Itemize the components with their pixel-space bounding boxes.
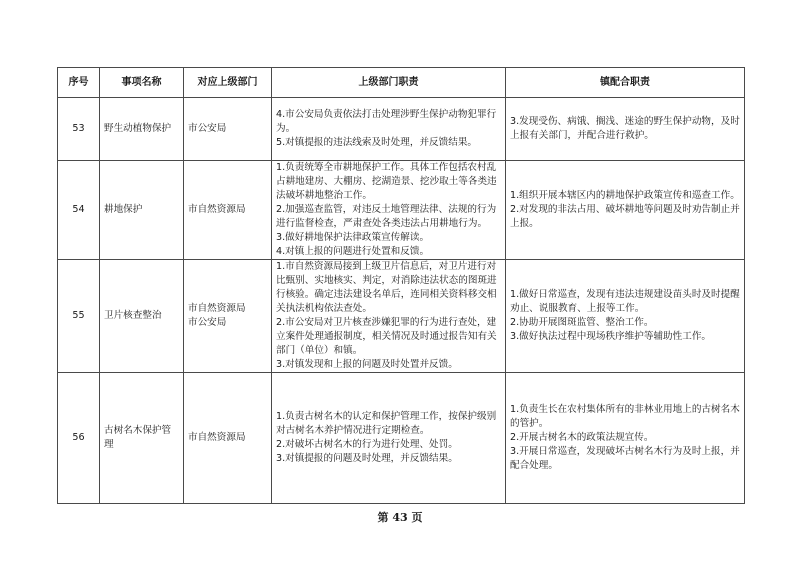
row-number: 55	[58, 260, 100, 373]
duty-line: 1.负责生长在农村集体所有的非林业用地上的古树名木的管护。	[510, 404, 740, 429]
duty-line: 3.开展日常巡查，发现破坏古树名木行为及时上报，并配合处理。	[510, 446, 740, 471]
duty-line: 1.负责古树名木的认定和保护管理工作，按保护级别对古树名木养护情况进行定期检查。	[276, 411, 497, 436]
upper-dept	[184, 161, 272, 260]
town-duty	[506, 260, 745, 373]
item-name: 古树名木保护管理	[100, 373, 184, 504]
duty-line: 4.对镇上报的问题进行处置和反馈。	[276, 246, 430, 257]
upper-dept	[184, 260, 272, 373]
header-item-name: 事项名称	[100, 68, 184, 98]
upper-dept	[184, 98, 272, 161]
duty-line: 3.发现受伤、病饿、搁浅、迷途的野生保护动物，及时上报有关部门，并配合进行救护。	[510, 116, 740, 141]
duty-line: 1.做好日常巡查，发现有违法违规建设苗头时及时提醒劝止、说服教育、上报等工作。	[510, 289, 740, 314]
duty-line: 2.市公安局对卫片核查涉嫌犯罪的行为进行查处，建立案件处理通报制度，相关情况及时通过报告知有关部门（单位）和镇。	[276, 317, 497, 356]
page-number: 第 43 页	[377, 511, 423, 524]
row-number: 56	[58, 373, 100, 504]
table-row	[58, 98, 745, 161]
duty-line: 3.对镇提报的问题及时处理，并反馈结果。	[276, 453, 458, 464]
dept-line: 市自然资源局	[188, 432, 246, 443]
row-number: 54	[58, 161, 100, 260]
duty-line: 1.市自然资源局接到上级卫片信息后，对卫片进行对比甄别、实地核实、判定，对消除违法状态的图斑进行核验。确定违法建设名单后，连同相关资料移交相关执法机构依法查处。	[276, 261, 497, 314]
table-header-row	[58, 68, 745, 98]
upper-duty	[272, 98, 506, 161]
header-upper-dept: 对应上级部门	[184, 68, 272, 98]
table-row	[58, 161, 745, 260]
duty-line: 3.做好执法过程中现场秩序维护等辅助性工作。	[510, 331, 712, 342]
duty-line: 2.开展古树名木的政策法规宣传。	[510, 432, 654, 443]
town-duty	[506, 98, 745, 161]
upper-duty	[272, 260, 506, 373]
duty-line: 1.组织开展本辖区内的耕地保护政策宣传和巡查工作。	[510, 190, 740, 201]
town-duty	[506, 373, 745, 504]
item-name: 耕地保护	[100, 161, 184, 260]
responsibility-table	[57, 67, 745, 504]
duty-line: 2.加强巡查监管，对违反土地管理法律、法规的行为进行监督检查，严肃查处各类违法占用耕地行为。	[276, 204, 497, 229]
dept-line: 市自然资源局	[188, 303, 246, 314]
table-row	[58, 260, 745, 373]
row-number: 53	[58, 98, 100, 161]
duty-line: 3.对镇发现和上报的问题及时处置并反馈。	[276, 359, 458, 370]
duty-line: 2.对破坏古树名木的行为进行处理、处罚。	[276, 439, 458, 450]
upper-duty	[272, 161, 506, 260]
duty-line: 2.对发现的非法占用、破坏耕地等问题及时劝告制止并上报。	[510, 204, 740, 229]
dept-line: 市公安局	[188, 123, 227, 134]
dept-line: 市自然资源局	[188, 204, 246, 215]
header-no: 序号	[58, 68, 100, 98]
duty-line: 1.负责统筹全市耕地保护工作。具体工作包括农村乱占耕地建房、大棚房、挖湖造景、挖沙取土等各类违法破坏耕地整治工作。	[276, 162, 497, 201]
duty-line: 5.对镇提报的违法线索及时处理，并反馈结果。	[276, 137, 478, 148]
item-name: 卫片核查整治	[100, 260, 184, 373]
table-row	[58, 373, 745, 504]
town-duty	[506, 161, 745, 260]
duty-line: 2.协助开展图斑监管、整治工作。	[510, 317, 654, 328]
header-town-duty: 镇配合职责	[506, 68, 745, 98]
upper-dept	[184, 373, 272, 504]
upper-duty	[272, 373, 506, 504]
header-upper-duty: 上级部门职责	[272, 68, 506, 98]
duty-line: 4.市公安局负责依法打击处理涉野生保护动物犯罪行为。	[276, 109, 497, 134]
item-name: 野生动植物保护	[100, 98, 184, 161]
duty-line: 3.做好耕地保护法律政策宣传解读。	[276, 232, 430, 243]
dept-line: 市公安局	[188, 317, 227, 328]
